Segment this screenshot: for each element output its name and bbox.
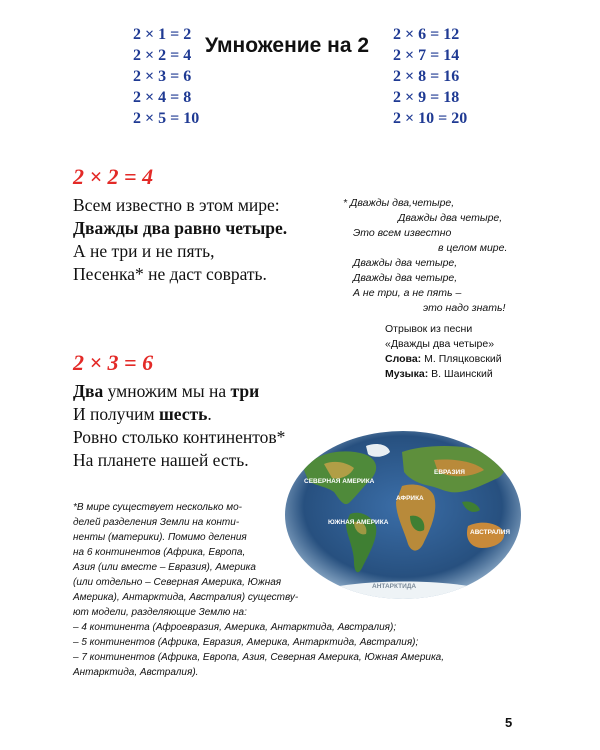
table-row: 2 × 6 = 12 — [393, 26, 460, 43]
footnote-line: ют модели, разделяющие Землю на: — [73, 607, 247, 618]
poem-line — [73, 403, 285, 426]
footnote-line: – 7 континентов (Африка, Европа, Азия, Северная Америка, Южная Америка, — [73, 652, 445, 663]
words-author: М. Пляцковский — [424, 353, 502, 365]
map-label-australia: АВСТРАЛИЯ — [470, 529, 511, 536]
poem-line: А не три и не пять, — [73, 241, 215, 261]
footnote-line: ненты (материки). Помимо деления — [73, 532, 247, 543]
lyric-line: Дважды два четыре, — [353, 257, 458, 269]
poem-line: Всем известно в этом мире: — [73, 195, 280, 215]
footnote-line: Азия (или вместе – Евразия), Америка — [73, 562, 256, 573]
lyric-line: Дважды два четыре, — [398, 212, 503, 224]
source-music — [385, 367, 502, 382]
footnote-line: на 6 континентов (Африка, Европа, — [73, 547, 246, 558]
lyric-line: А не три, а не пять – — [353, 287, 462, 299]
text: . — [207, 404, 212, 424]
poem-line: На планете нашей есть. — [73, 450, 249, 470]
table-left-column — [133, 24, 199, 129]
lyric-line: Это всем известно — [353, 227, 452, 239]
lyric-line: Дважды два четыре, — [353, 272, 458, 284]
table-row: 2 × 9 = 18 — [393, 89, 460, 106]
map-label-north-america: СЕВЕРНАЯ АМЕРИКА — [304, 478, 375, 485]
footnote-line: (или отдельно – Северная Америка, Южная — [73, 577, 282, 588]
footnote-line: Антарктида, Австралия). — [73, 667, 199, 678]
source-line: «Дважды два четыре» — [385, 338, 495, 350]
table-row: 2 × 7 = 14 — [393, 47, 460, 64]
section2-heading: 2 × 3 = 6 — [73, 350, 154, 375]
footnote-line: Америка), Антарктида, Австралия) существу- — [73, 592, 299, 603]
poem-1 — [73, 194, 287, 286]
footnote-line: – 5 континентов (Африка, Евразия, Америка, Антарктида, Австралия); — [73, 637, 419, 648]
text: умножим мы на — [103, 381, 231, 401]
map-label-south-america: ЮЖНАЯ АМЕРИКА — [328, 519, 389, 526]
poem-line-bold: Дважды два равно четыре. — [73, 218, 288, 238]
bold-word: Два — [73, 381, 104, 401]
music-label: Музыка: — [385, 368, 429, 380]
table-row: 2 × 5 = 10 — [133, 110, 200, 127]
poem-line — [73, 380, 285, 403]
page-title: Умножение на 2 — [205, 34, 370, 57]
table-row: 2 × 8 = 16 — [393, 68, 460, 85]
music-author: В. Шаинский — [431, 368, 493, 380]
table-row: 2 × 2 = 4 — [133, 47, 192, 64]
source-line: Отрывок из песни — [385, 323, 473, 335]
poem-2 — [73, 380, 285, 472]
bold-word: три — [230, 381, 260, 401]
poem-line: Ровно столько континентов* — [73, 427, 286, 447]
table-right-column — [393, 24, 467, 129]
bold-word: шесть — [159, 404, 208, 424]
table-row: 2 × 10 = 20 — [393, 110, 468, 127]
song-source — [385, 322, 502, 382]
lyric-line: * Дважды два,четыре, — [343, 197, 455, 209]
text: И получим — [73, 404, 159, 424]
lyric-line: в целом мире. — [438, 242, 508, 254]
poem-line: Песенка* не даст соврать. — [73, 264, 267, 284]
section1-heading: 2 × 2 = 4 — [73, 164, 154, 189]
footnote-line: *В мире существует несколько мо- — [73, 502, 243, 513]
words-label: Слова: — [385, 353, 422, 365]
footnote-line: делей разделения Земли на конти- — [73, 517, 240, 528]
page-number: 5 — [505, 715, 513, 730]
map-label-eurasia: ЕВРАЗИЯ — [434, 469, 465, 476]
table-row: 2 × 4 = 8 — [133, 89, 192, 106]
lyric-line: это надо знать! — [423, 302, 506, 314]
song-lyrics — [343, 196, 507, 316]
footnote-line: – 4 континента (Афроевразия, Америка, Антарктида, Австралия); — [73, 622, 397, 633]
table-row: 2 × 3 = 6 — [133, 68, 192, 85]
map-label-antarctica: АНТАРКТИДА — [372, 583, 417, 590]
table-row: 2 × 1 = 2 — [133, 26, 192, 43]
footnote — [73, 500, 444, 680]
source-words — [385, 352, 502, 367]
map-label-africa: АФРИКА — [396, 495, 424, 502]
